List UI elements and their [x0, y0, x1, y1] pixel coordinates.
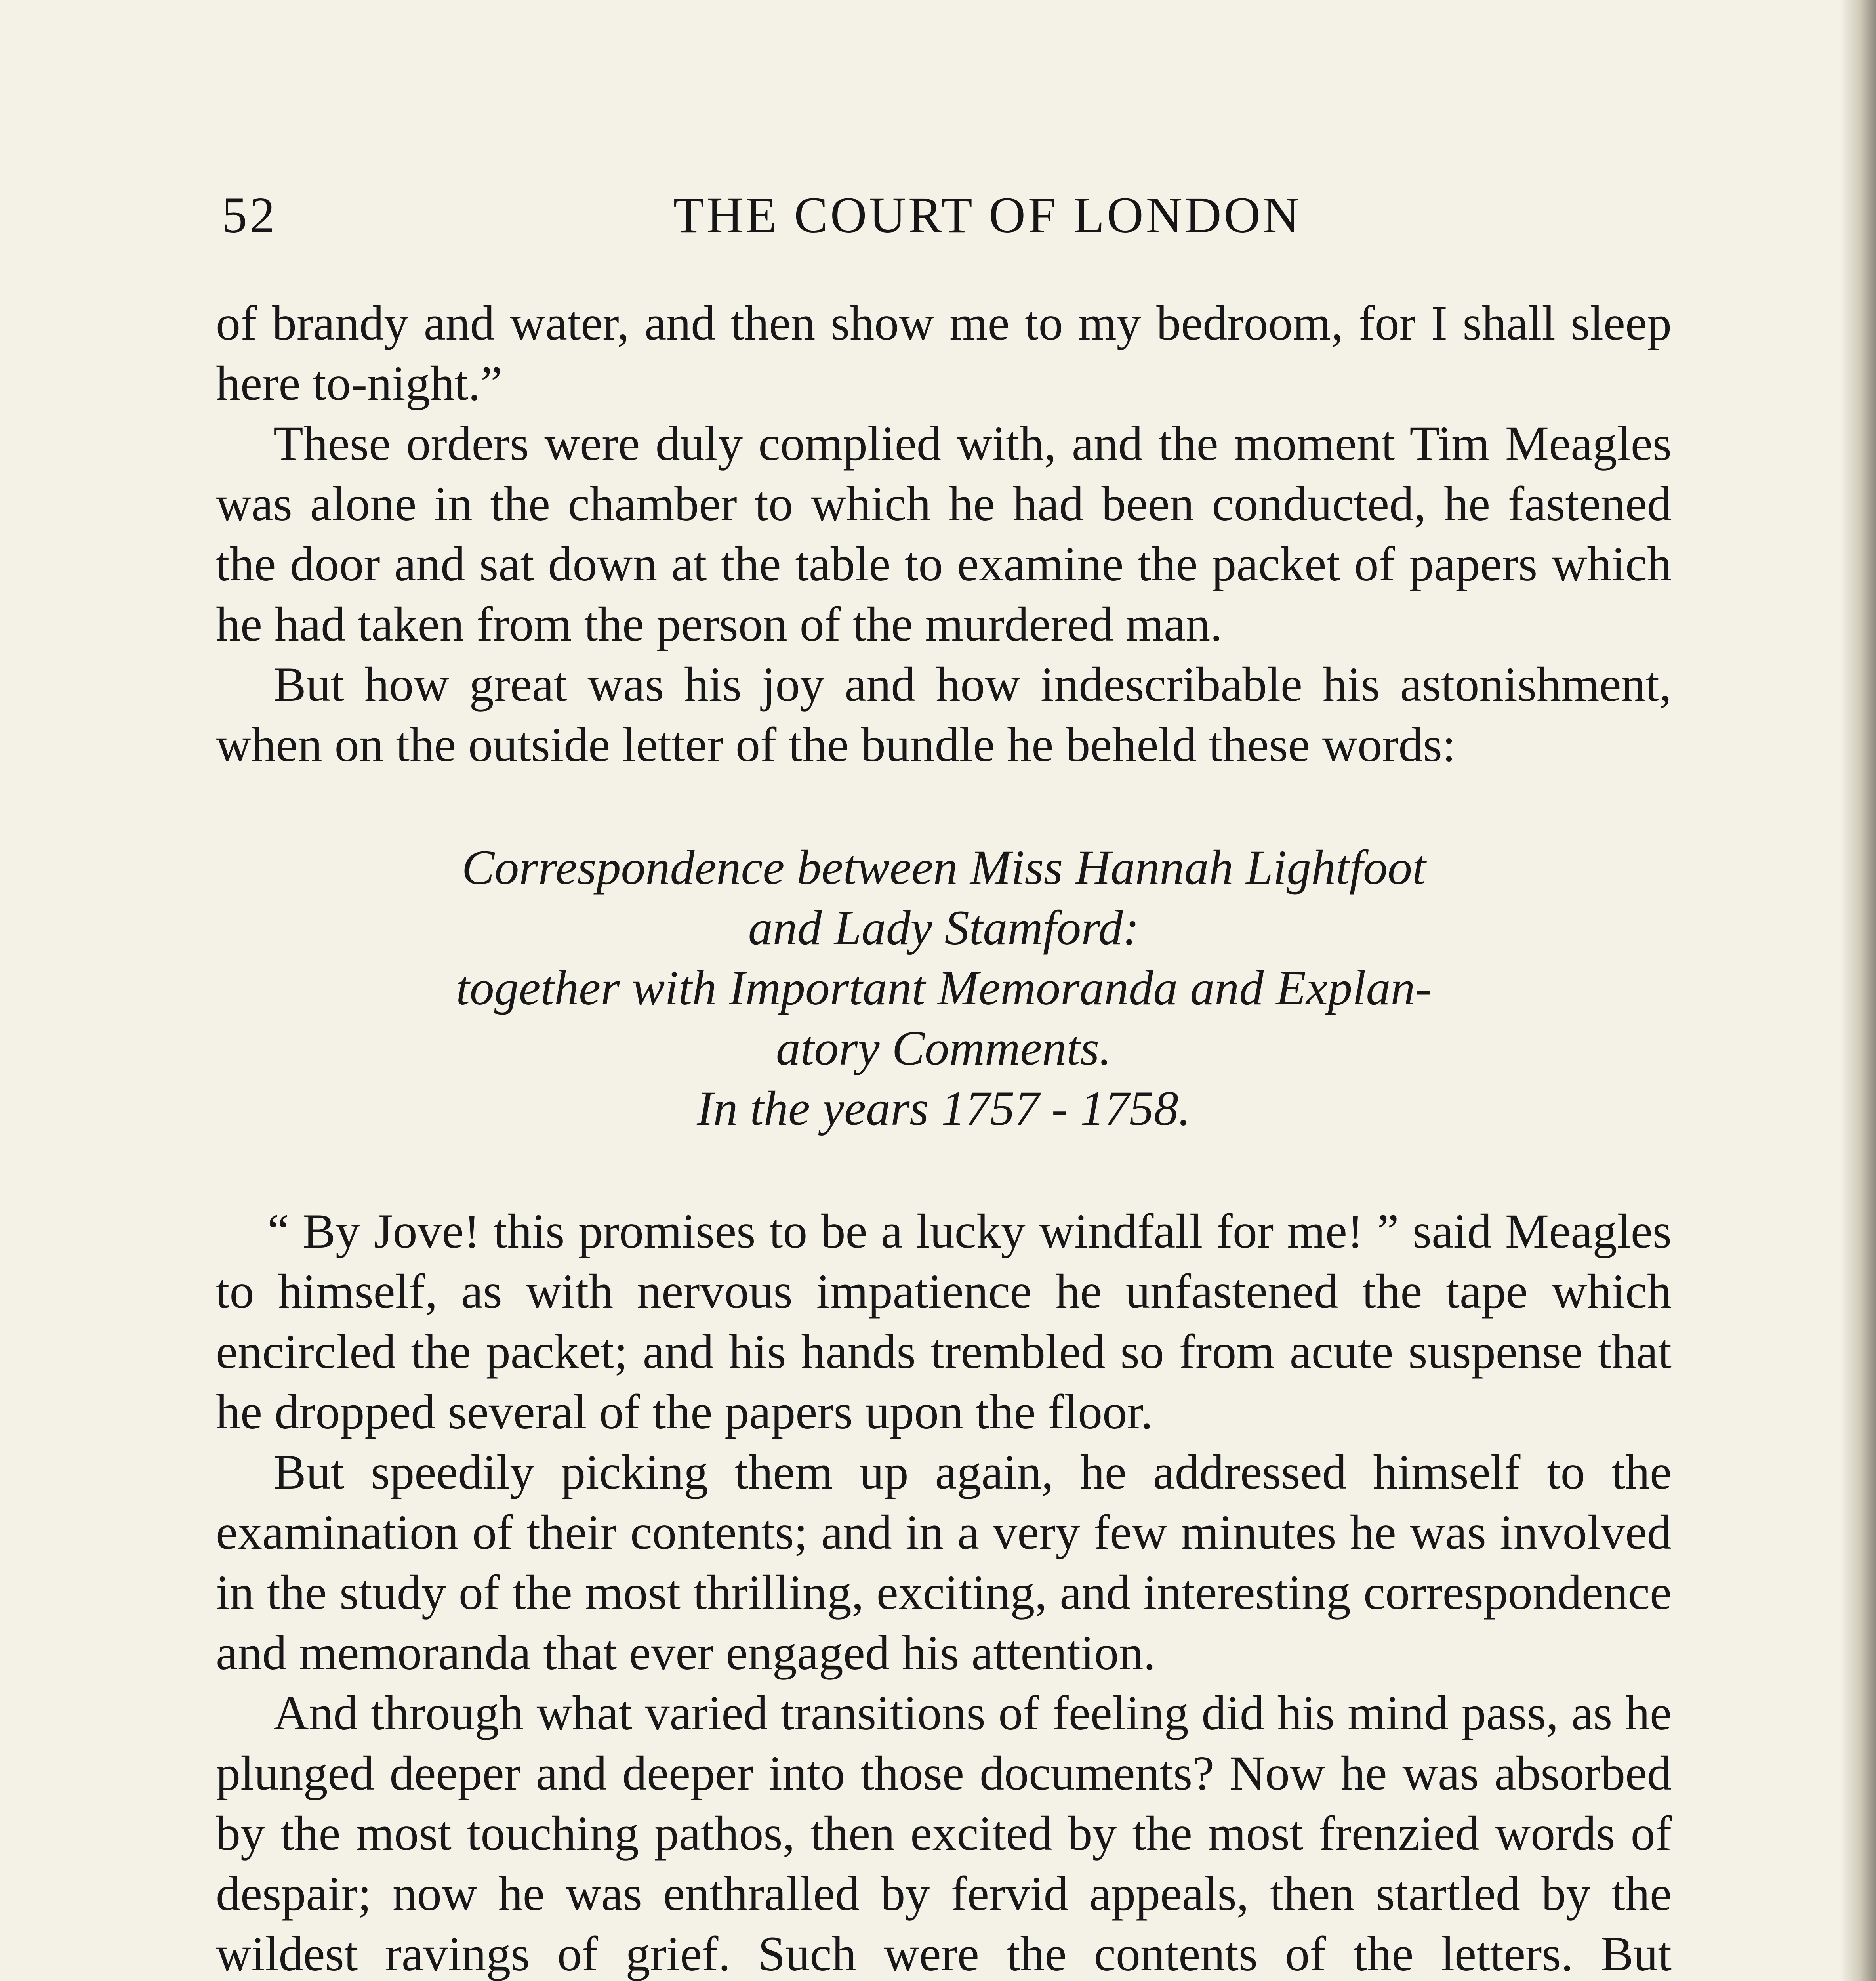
inscription-line: and Lady Stamford:: [748, 901, 1140, 955]
body-text: [216, 293, 1672, 1981]
inscription-line: Correspondence between Miss Hannah Lightfoot: [461, 840, 1426, 895]
paragraph: These orders were duly complied with, and the moment Tim Meagles was alone in the chamber to which he had been conducted, he fastened the door and sat down at the table to examine the packet of papers which he had taken from the person of the murdered man.: [216, 416, 1672, 651]
inscription-line: together with Important Memoranda and Explan-: [456, 961, 1432, 1015]
paragraph: But speedily picking them up again, he addressed himself to the examination of their contents; and in a very few minutes he was involved in the study of the most thrilling, exciting, and interesting correspondence and memoranda that ever engaged his attention.: [216, 1445, 1672, 1680]
paragraph: “ By Jove! this promises to be a lucky windfall for me! ” said Meagles to himself, as with nervous impatience he unfastened the tape which encircled the packet; and his hands trembled so from acute suspense that he dropped several of the papers upon the floor.: [216, 1204, 1672, 1439]
page-header: [210, 186, 1666, 250]
page-number: 52: [222, 187, 277, 243]
paragraph: But how great was his joy and how indescribable his astonishment, when on the outside letter of the bundle he beheld these words:: [216, 657, 1672, 772]
inscription-line: In the years 1757 - 1758.: [697, 1081, 1191, 1136]
paragraph: of brandy and water, and then show me to my bedroom, for I shall sleep here to-night.”: [216, 296, 1672, 410]
page-edge-shadow: [1840, 0, 1876, 1981]
inscription-block: [216, 838, 1672, 1139]
running-title: THE COURT OF LONDON: [673, 187, 1302, 243]
paragraph: And through what varied transitions of feeling did his mind pass, as he plunged deeper and deeper into those documents? Now he was absorbed by the most touching pathos, then excited by the most frenzied words of despair; now he was enthralled by fervid appeals, then startled by the wildest ravings of grief. Such were the contents of the letters. But: [216, 1686, 1672, 1981]
inscription-line: atory Comments.: [776, 1021, 1112, 1075]
